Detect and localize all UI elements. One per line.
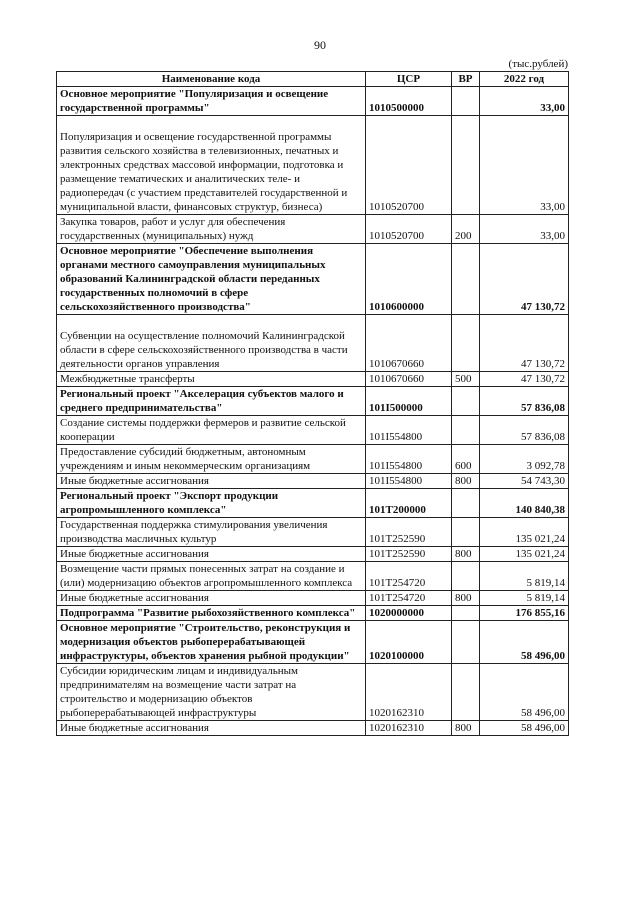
row-sum: 58 496,00: [480, 621, 569, 664]
row-name-cell: [57, 116, 366, 215]
row-name: Иные бюджетные ассигнования: [60, 592, 209, 604]
row-name-cell: [57, 445, 366, 474]
table-row: [57, 518, 569, 547]
header-vr: ВР: [452, 72, 480, 87]
row-spacer: [60, 315, 362, 329]
table-row: [57, 621, 569, 664]
row-vr: [452, 315, 480, 372]
row-csr: 101I554800: [366, 416, 452, 445]
header-csr: ЦСР: [366, 72, 452, 87]
row-csr: 101I554800: [366, 474, 452, 489]
row-vr: 800: [452, 591, 480, 606]
row-vr: [452, 562, 480, 591]
row-sum: 135 021,24: [480, 518, 569, 547]
table-row: [57, 606, 569, 621]
row-sum: 3 092,78: [480, 445, 569, 474]
row-sum: 140 840,38: [480, 489, 569, 518]
row-name-cell: [57, 621, 366, 664]
row-sum: 58 496,00: [480, 721, 569, 736]
row-vr: 800: [452, 547, 480, 562]
row-name: Возмещение части прямых понесенных затрат на создание и (или) модернизацию объектов агропромышленного комплекса: [60, 563, 353, 589]
units-label: (тыс.рублей): [508, 58, 568, 70]
table-row: [57, 664, 569, 721]
row-csr: 101T254720: [366, 562, 452, 591]
row-sum: 33,00: [480, 87, 569, 116]
row-name: Основное мероприятие "Обеспечение выполнения органами местного самоуправления муниципальных образований Калининградской области переданных государственных полномочий в сфере сельскохозяйственного производства": [60, 245, 326, 313]
row-sum: 47 130,72: [480, 315, 569, 372]
row-vr: [452, 387, 480, 416]
table-row: [57, 547, 569, 562]
row-sum: 5 819,14: [480, 591, 569, 606]
row-sum: 47 130,72: [480, 244, 569, 315]
row-name: Межбюджетные трансферты: [60, 373, 195, 385]
page-number: 90: [314, 38, 326, 52]
header-name: Наименование кода: [57, 72, 366, 87]
row-sum: 176 855,16: [480, 606, 569, 621]
row-sum: 54 743,30: [480, 474, 569, 489]
row-name-cell: [57, 721, 366, 736]
row-name-cell: [57, 315, 366, 372]
row-csr: 1010670660: [366, 315, 452, 372]
row-vr: 200: [452, 215, 480, 244]
row-csr: 1010520700: [366, 116, 452, 215]
row-vr: [452, 518, 480, 547]
table-row: [57, 372, 569, 387]
row-name-cell: [57, 215, 366, 244]
row-vr: [452, 244, 480, 315]
row-name: Субвенции на осуществление полномочий Калининградской области в сфере сельскохозяйственного производства в части деятельности органов управления: [60, 330, 348, 370]
row-name: Государственная поддержка стимулирования увеличения производства масличных культур: [60, 519, 328, 545]
row-csr: 1010670660: [366, 372, 452, 387]
header-sum: 2022 год: [480, 72, 569, 87]
row-name-cell: [57, 547, 366, 562]
row-vr: [452, 416, 480, 445]
table-header-row: [57, 72, 569, 87]
budget-table: [56, 71, 569, 736]
row-name-cell: [57, 591, 366, 606]
row-name: Основное мероприятие "Популяризация и освещение государственной программы": [60, 88, 329, 114]
table-row: [57, 591, 569, 606]
table-row: [57, 489, 569, 518]
row-name: Иные бюджетные ассигнования: [60, 722, 209, 734]
row-name-cell: [57, 416, 366, 445]
row-vr: 800: [452, 721, 480, 736]
row-name-cell: [57, 87, 366, 116]
row-name-cell: [57, 562, 366, 591]
row-csr: 1010500000: [366, 87, 452, 116]
row-csr: 1020162310: [366, 721, 452, 736]
table-row: [57, 87, 569, 116]
row-vr: [452, 489, 480, 518]
row-sum: 5 819,14: [480, 562, 569, 591]
row-sum: 33,00: [480, 116, 569, 215]
row-csr: 101T254720: [366, 591, 452, 606]
row-name-cell: [57, 664, 366, 721]
row-spacer: [60, 116, 362, 130]
row-name: Иные бюджетные ассигнования: [60, 475, 209, 487]
row-sum: 57 836,08: [480, 416, 569, 445]
row-name: Закупка товаров, работ и услуг для обеспечения государственных (муниципальных) нужд: [60, 216, 286, 242]
row-csr: 1010600000: [366, 244, 452, 315]
row-sum: 57 836,08: [480, 387, 569, 416]
row-sum: 135 021,24: [480, 547, 569, 562]
row-name: Основное мероприятие "Строительство, реконструкция и модернизация объектов рыбоперерабатывающей инфраструктуры, объектов хранения рыбной продукции": [60, 622, 351, 662]
row-vr: 600: [452, 445, 480, 474]
table-row: [57, 721, 569, 736]
row-name-cell: [57, 606, 366, 621]
row-csr: 1010520700: [366, 215, 452, 244]
row-vr: [452, 606, 480, 621]
row-csr: 101T252590: [366, 547, 452, 562]
table-row: [57, 387, 569, 416]
row-csr: 101I554800: [366, 445, 452, 474]
row-name: Подпрограмма "Развитие рыбохозяйственного комплекса": [60, 607, 356, 619]
row-csr: 101I500000: [366, 387, 452, 416]
table-row: [57, 215, 569, 244]
row-sum: 33,00: [480, 215, 569, 244]
table-row: [57, 315, 569, 372]
row-name: Региональный проект "Акселерация субъектов малого и среднего предпринимательства": [60, 388, 344, 414]
row-csr: 101T200000: [366, 489, 452, 518]
row-sum: 47 130,72: [480, 372, 569, 387]
row-vr: [452, 116, 480, 215]
row-csr: 1020100000: [366, 621, 452, 664]
row-name: Создание системы поддержки фермеров и развитие сельской кооперации: [60, 417, 346, 443]
table-row: [57, 116, 569, 215]
row-name: Популяризация и освещение государственной программы развития сельского хозяйства в телевизионных, печатных и электронных средствах массовой информации, подготовка и размещение тематических и аналитических теле- и радиопередач (с участием представителей государственной и муниципальной власти, финансовых структур, бизнеса): [60, 131, 348, 213]
row-name: Региональный проект "Экспорт продукции агропромышленного комплекса": [60, 490, 279, 516]
row-vr: 800: [452, 474, 480, 489]
row-vr: [452, 664, 480, 721]
row-vr: 500: [452, 372, 480, 387]
row-vr: [452, 87, 480, 116]
table-row: [57, 562, 569, 591]
table-row: [57, 244, 569, 315]
row-name-cell: [57, 244, 366, 315]
row-name: Субсидии юридическим лицам и индивидуальным предпринимателям на возмещение части затрат на строительство и модернизацию объектов рыбоперерабатывающей инфраструктуры: [60, 665, 299, 719]
row-csr: 1020162310: [366, 664, 452, 721]
row-name-cell: [57, 474, 366, 489]
row-name: Иные бюджетные ассигнования: [60, 548, 209, 560]
row-name: Предоставление субсидий бюджетным, автономным учреждениям и иным некоммерческим организациям: [60, 446, 311, 472]
row-name-cell: [57, 387, 366, 416]
table-row: [57, 416, 569, 445]
row-vr: [452, 621, 480, 664]
row-name-cell: [57, 372, 366, 387]
row-sum: 58 496,00: [480, 664, 569, 721]
table-row: [57, 445, 569, 474]
table-row: [57, 474, 569, 489]
row-name-cell: [57, 518, 366, 547]
row-csr: 1020000000: [366, 606, 452, 621]
row-name-cell: [57, 489, 366, 518]
row-csr: 101T252590: [366, 518, 452, 547]
